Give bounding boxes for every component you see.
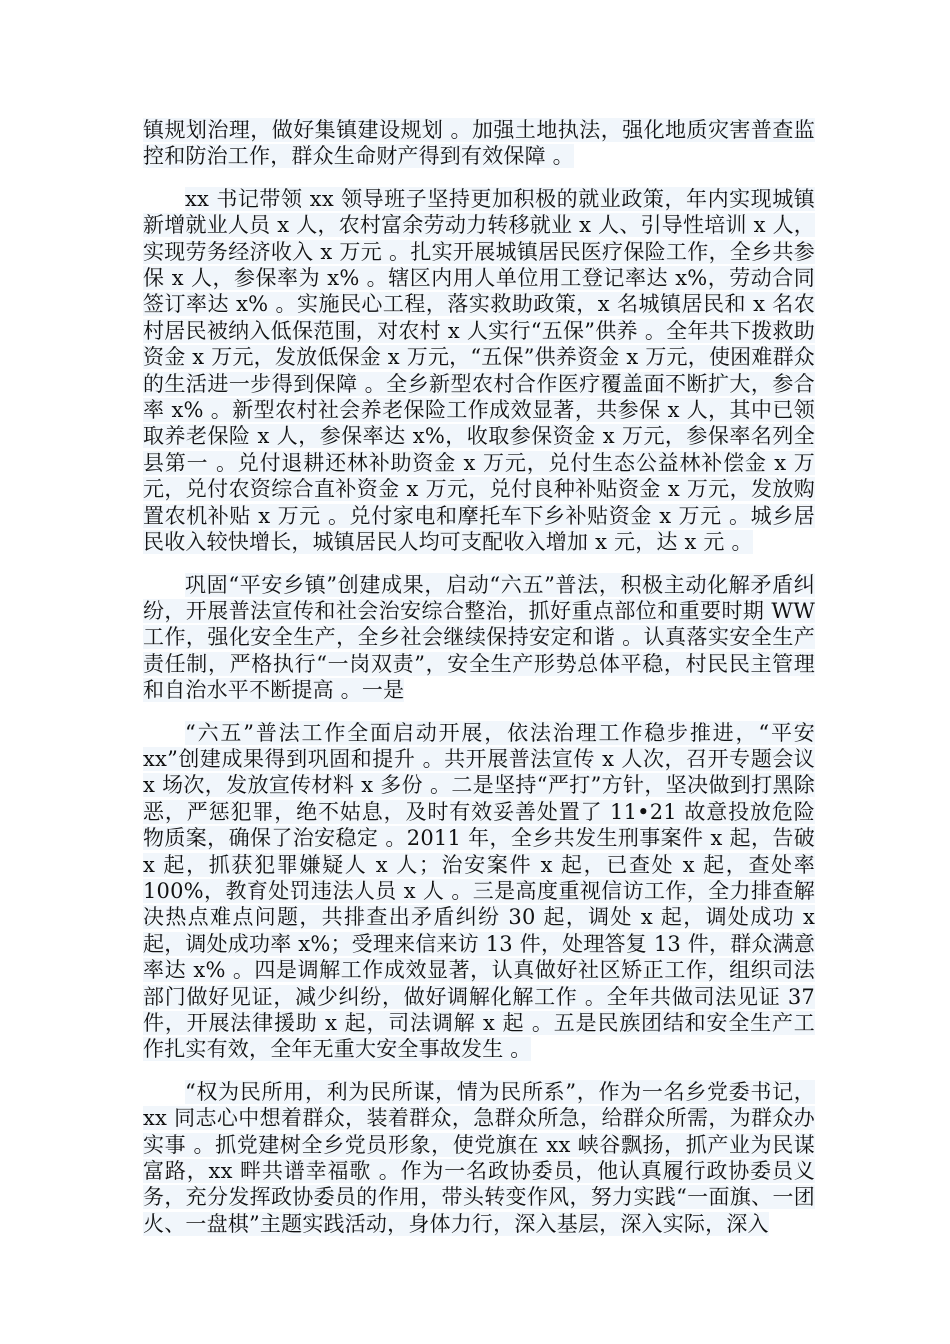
paragraph-5	[143, 1079, 815, 1237]
paragraph-2-text: xx 书记带领 xx 领导班子坚持更加积极的就业政策，年内实现城镇新增就业人员 x 人，农村富余劳动力转移就业 x 人、引导性培训 x 人，实现劳务经济收入 x 万元 。扎实开展城镇居民医疗保险工作，全乡共参保 x 人，参保率为 x% 。辖区内用人单位用工登记率达 x%，劳动合同签订率达 x% 。实施民心工程，落实救助政策，x 名城镇居民和 x 名农村居民被纳入低保范围，对农村 x 人实行“五保”供养 。全年共下拨救助资金 x 万元，发放低保金 x 万元，“五保”供养资金 x 万元，使困难群众的生活进一步得到保障 。全乡新型农村合作医疗覆盖面不断扩大，参合率 x% 。新型农村社会养老保险工作成效显著，共参保 x 人，其中已领取养老保险 x 人，参保率达 x%，收取参保资金 x 万元，参保率名列全县第一 。兑付退耕还林补助资金 x 万元，兑付生态公益林补偿金 x 万元，兑付农资综合直补资金 x 万元，兑付良种补贴资金 x 万元，发放购置农机补贴 x 万元 。兑付家电和摩托车下乡补贴资金 x 万元 。城乡居民收入较快增长，城镇居民人均可支配收入增加 x 元，达 x 元 。	[143, 186, 815, 555]
paragraph-4	[143, 720, 815, 1063]
document-body	[143, 117, 815, 1253]
paragraph-1-text: 镇规划治理，做好集镇建设规划 。加强土地执法，强化地质灾害普查监控和防治工作，群众生命财产得到有效保障 。	[143, 118, 815, 169]
paragraph-3-text: 巩固“平安乡镇”创建成果，启动“六五”普法，积极主动化解矛盾纠纷，开展普法宣传和社会治安综合整治，抓好重点部位和重要时期 WW 工作，强化安全生产，全乡社会继续保持安定和谐 。认真落实安全生产责任制，严格执行“一岗双责”，安全生产形势总体平稳，村民民主管理和自治水平不断提高 。一是	[143, 572, 815, 703]
paragraph-4-text: “六五”普法工作全面启动开展，依法治理工作稳步推进，“平安 xx”创建成果得到巩固和提升 。共开展普法宣传 x 人次，召开专题会议 x 场次，发放宣传材料 x 多份 。二是坚持“严打”方针，坚决做到打黑除恶，严惩犯罪，绝不姑息，及时有效妥善处置了 11•21 故意投放危险物质案，确保了治安稳定 。2011 年，全乡共发生刑事案件 x 起，告破 x 起，抓获犯罪嫌疑人 x 人；治安案件 x 起，已查处 x 起，查处率 100%，教育处罚违法人员 x 人 。三是高度重视信访工作，全力排查解决热点难点问题，共排查出矛盾纠纷 30 起，调处 x 起，调处成功 x 起，调处成功率 x%；受理来信来访 13 件，处理答复 13 件，群众满意率达 x% 。四是调解工作成效显著，认真做好社区矫正工作，组织司法部门做好见证，减少纠纷，做好调解化解工作 。全年共做司法见证 37 件，开展法律援助 x 起，司法调解 x 起 。五是民族团结和安全生产工作扎实有效，全年无重大安全事故发生 。	[143, 720, 816, 1062]
paragraph-5-text: “权为民所用，利为民所谋，情为民所系”，作为一名乡党委书记，xx 同志心中想着群众，装着群众，急群众所急，给群众所需，为群众办实事 。抓党建树全乡党员形象，使党旗在 xx 峡谷飘扬，抓产业为民谋富路，xx 畔共谱幸福歌 。作为一名政协委员，他认真履行政协委员义务，充分发挥政协委员的作用，带头转变作风，努力实践“一面旗、一团火、一盘棋”主题实践活动，身体力行，深入基层，深入实际，深入	[143, 1079, 815, 1236]
paragraph-1	[143, 117, 815, 170]
paragraph-3	[143, 572, 815, 704]
paragraph-2	[143, 186, 815, 556]
